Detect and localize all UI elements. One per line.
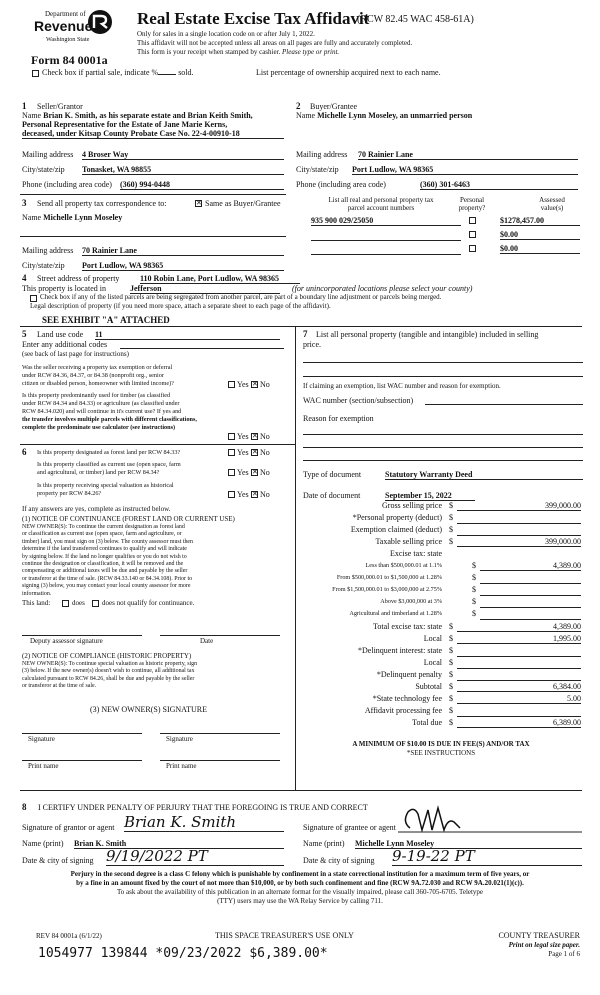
assessed-value-2[interactable]: $0.00	[500, 230, 580, 240]
property-address[interactable]: 110 Robin Lane, Port Ludlow, WA 98365	[140, 274, 300, 284]
title-ref: (RCW 82.45 WAC 458-61A)	[357, 14, 474, 25]
local-value[interactable]: 1,995.00	[457, 634, 581, 644]
notice2-line3: calculated pursuant to RCW 84.26, shall be due and payable by the seller	[22, 675, 195, 682]
treasurer-use-note: THIS SPACE TREASURER'S USE ONLY	[215, 931, 354, 940]
buyer-city-label: City/state/zip	[296, 165, 339, 174]
corr-mail-label: Mailing address	[22, 246, 74, 255]
notice1-line9: signing (3) below, you may contact your local county assessor for more	[22, 583, 191, 590]
assessed-col-header2: value(s)	[540, 204, 564, 212]
document-type[interactable]: Statutory Warranty Deed	[385, 470, 583, 480]
corr-city[interactable]: Port Ludlow, WA 98365	[82, 261, 284, 271]
buyer-city[interactable]: Port Ludlow, WA 98365	[352, 165, 578, 175]
personal-deduct-label: *Personal property (deduct)	[352, 513, 442, 522]
seller-name-label: Name	[22, 111, 42, 120]
note-3: This form is your receipt when stamped by cashier.	[137, 48, 281, 56]
q5b-no-label: No	[260, 432, 270, 441]
segregated-checkbox[interactable]	[30, 295, 37, 302]
q5b-no-checkbox[interactable]: ✕	[252, 432, 258, 440]
corr-name-label: Name	[22, 213, 42, 222]
section-7-number: 7	[303, 329, 308, 339]
q6c-line1: Is this property receiving special valuation as historical	[37, 482, 174, 489]
correspondence-label: Send all property tax correspondence to:	[37, 199, 167, 208]
notice2-line1: NEW OWNER(S): To continue special valuation as historic property, sign	[22, 661, 198, 667]
seller-mail-label: Mailing address	[22, 150, 74, 159]
tech-fee-dollar: $	[449, 694, 453, 703]
note-1: Only for sales in a single location code on or after July 1, 2022.	[137, 30, 315, 38]
total-state-label: Total excise tax: state	[373, 622, 442, 631]
land-does-label: does	[72, 599, 85, 607]
processing-fee-dollar: $	[449, 706, 453, 715]
total-due-dollar: $	[449, 718, 453, 727]
note-2: This affidavit will not be accepted unless all areas on all pages are fully and accurately completed.	[137, 39, 413, 47]
notice2-line4: or transferor at the time of sale.	[22, 683, 97, 690]
grantee-name[interactable]: Michelle Lynn Moseley	[355, 839, 582, 849]
tier4-dollar: $	[472, 597, 476, 606]
q6c-no-checkbox[interactable]: ✕	[252, 490, 258, 498]
notice1-line7: compensating or additional taxes will be due and payable by the seller	[22, 568, 188, 575]
buyer-phone[interactable]: (360) 301-6463	[420, 180, 578, 190]
county-treasurer-label: COUNTY TREASURER	[498, 931, 580, 940]
grantee-date[interactable]: 9-19-22 PT	[392, 847, 582, 866]
deputy-signature-label: Deputy assessor signature	[30, 637, 103, 645]
perjury-line1: Perjury in the second degree is a class C felony which is punishable by confinement in a state correctional institution for a maximum term of five years, or	[70, 870, 530, 878]
q6c-yes-label: Yes	[237, 490, 249, 499]
tier2-label: From $500,000.01 to $1,500,000 at 1.28%	[336, 574, 442, 581]
notice1-line6: continue the designation or classification, it will be removed and the	[22, 561, 184, 568]
seller-heading: Seller/Grantor	[37, 102, 83, 111]
partial-sale-sold: sold.	[178, 68, 194, 77]
q5b-line3: RCW 84.34.020) and will continue in it's current use? If yes and	[22, 408, 182, 415]
perjury-line2: by a fine in an amount fixed by the court of not more than $10,000, or by both such confinement and fine (RCW 9A.72.030 and RCW 9A.20.021(1)(c)).	[76, 879, 524, 887]
grantor-name[interactable]: Brian K. Smith	[74, 839, 284, 849]
q5a-no-label: No	[260, 380, 270, 389]
q5b-line2: under RCW 84.34 and 84.33) or agriculture (as classified under	[22, 400, 180, 407]
assessed-value-1[interactable]: $1278,457.00	[500, 216, 580, 226]
land-does-checkbox[interactable]	[62, 600, 69, 607]
taxable-dollar: $	[449, 537, 453, 546]
wac-number-label: WAC number (section/subsection)	[303, 396, 414, 405]
partial-sale-label: Check box if partial sale, indicate %	[42, 68, 159, 77]
q5b-line4: the transfer involves multiple parcels with different classifications,	[22, 416, 197, 423]
legal-size-note: Print on legal size paper.	[508, 941, 580, 949]
dept-line2: Revenue	[34, 18, 93, 34]
grantor-signature[interactable]: Brian K. Smith	[124, 813, 284, 832]
seller-name-line1[interactable]: Brian K. Smith, as his separate estate and Brian Keith Smith,	[43, 111, 253, 120]
personal-property-checkbox-3[interactable]	[469, 245, 476, 252]
ownership-note: List percentage of ownership acquired next to each name.	[256, 68, 441, 77]
local-label: Local	[423, 634, 442, 643]
tech-fee-value[interactable]: 5.00	[457, 694, 581, 704]
land-does-not-label: does not qualify for continuance.	[102, 599, 195, 607]
local2-label: Local	[423, 658, 442, 667]
delinquent-penalty-dollar: $	[449, 670, 453, 679]
notice2-title: (2) NOTICE OF COMPLIANCE (HISTORIC PROPERTY)	[22, 652, 192, 660]
notice1-line3: timber) land, you must sign on (3) below. The county assessor must then	[22, 538, 193, 545]
q6c-line2: property per RCW 84.26?	[37, 490, 102, 497]
cashier-receipt-stamp: 1054977 139844 *09/23/2022 $6,389.00*	[38, 946, 328, 961]
new-owner-signature-title: (3) NEW OWNER(S) SIGNATURE	[90, 705, 207, 714]
owner-signature-label-1: Signature	[28, 735, 55, 743]
delinquent-penalty-label: *Delinquent penalty	[376, 670, 442, 679]
total-due-value[interactable]: 6,389.00	[457, 718, 581, 728]
county[interactable]: Jefferson	[130, 284, 280, 294]
located-label: This property is located in	[22, 284, 106, 293]
q6b-no-label: No	[260, 468, 270, 477]
notice1-line1: NEW OWNER(S): To continue the current designation as forest land	[22, 524, 185, 530]
perjury-line3: To ask about the availability of this publication in an alternate format for the visually impaired, please call 360-705-6705. Teletype	[116, 888, 484, 896]
parcel-col-header1: List all real and personal property tax	[328, 196, 434, 204]
q5b-yes-checkbox[interactable]	[228, 433, 235, 440]
total-state-dollar: $	[449, 622, 453, 631]
q6a-yes-checkbox[interactable]	[228, 449, 235, 456]
personal-property-text-1: List all personal property (tangible and intangible) included in selling	[316, 330, 539, 339]
exhibit-note: SEE EXHIBIT "A" ATTACHED	[42, 315, 170, 325]
subtotal-value[interactable]: 6,384.00	[457, 682, 581, 692]
q5a-line1: Was the seller receiving a property tax exemption or deferral	[22, 364, 173, 371]
owner-print-name-label-1: Print name	[28, 762, 59, 770]
subtotal-dollar: $	[449, 682, 453, 691]
assessed-value-3[interactable]: $0.00	[500, 244, 580, 254]
see-back-note: (see back of last page for instructions)	[22, 350, 129, 358]
document-date-label: Date of document	[303, 491, 361, 500]
land-does-not-checkbox[interactable]	[92, 600, 99, 607]
section-1-number: 1	[22, 101, 27, 111]
parcel-col-header2: parcel account numbers	[347, 204, 415, 212]
personal-property-checkbox-1[interactable]	[469, 217, 476, 224]
q5a-line3: citizen or disabled person, homeowner with limited income)?	[22, 380, 174, 387]
q6a-yes-label: Yes	[237, 448, 249, 457]
owner-print-name-label-2: Print name	[166, 762, 197, 770]
grantor-date-label: Date & city of signing	[22, 856, 94, 865]
buyer-heading: Buyer/Grantee	[310, 102, 358, 111]
total-due-label: Total due	[412, 718, 442, 727]
seller-name-line3[interactable]: deceased, under Kitsap County Probate Case No. 22-4-00910-18	[22, 129, 284, 139]
seller-city[interactable]: Tonasket, WA 98855	[82, 165, 284, 175]
see-instructions-note: *SEE INSTRUCTIONS	[406, 749, 476, 757]
q6b-yes-label: Yes	[237, 468, 249, 477]
section-3-number: 3	[22, 198, 27, 208]
notice1-line8: or transferor at the time of sale. (RCW 84.33.140 or 84.34.108). Prior to	[22, 575, 193, 582]
subtotal-label: Subtotal	[415, 682, 442, 691]
taxable-value[interactable]: 399,000.00	[457, 537, 581, 547]
processing-fee-label: Affidavit processing fee	[364, 706, 442, 715]
personal-col-header1: Personal	[459, 196, 485, 204]
same-as-buyer-checkbox[interactable]: ✕	[196, 199, 202, 207]
exemption-deduct-label: Exemption claimed (deduct)	[350, 525, 442, 534]
section-8-number: 8	[22, 802, 27, 812]
q6b-yes-checkbox[interactable]	[228, 469, 235, 476]
buyer-mail-label: Mailing address	[296, 150, 348, 159]
tier5-dollar: $	[472, 609, 476, 618]
tech-fee-label: *State technology fee	[372, 694, 442, 703]
this-land-label: This land:	[22, 599, 51, 607]
additional-codes-label: Enter any additional codes	[22, 340, 108, 349]
dept-line3: Washington State	[46, 36, 90, 43]
corr-name[interactable]: Michelle Lynn Moseley	[43, 213, 123, 222]
document-type-label: Type of document	[303, 470, 362, 479]
notice1-line2: or classification as current use (open space, farm and agriculture, or	[22, 531, 182, 538]
seller-mail[interactable]: 4 Broser Way	[82, 150, 284, 160]
section-2-number: 2	[296, 101, 301, 111]
exemption-reason-label: Reason for exemption	[303, 414, 374, 423]
same-as-buyer-label: Same as Buyer/Grantee	[205, 199, 281, 208]
seller-city-label: City/state/zip	[22, 165, 65, 174]
gross-value[interactable]: 399,000.00	[457, 501, 581, 511]
q6c-yes-checkbox[interactable]	[228, 491, 235, 498]
total-state-value[interactable]: 4,389.00	[457, 622, 581, 632]
gross-label: Gross selling price	[382, 501, 442, 510]
tier1-label: Less than $500,000.01 at 1.1%	[365, 562, 442, 569]
deputy-date-label: Date	[200, 637, 214, 645]
buyer-name-label: Name	[296, 111, 316, 120]
section-5-number: 5	[22, 329, 27, 339]
land-use-label: Land use code	[37, 330, 84, 339]
legal-description-label: Legal description of property (if you need more space, attach a separate sheet to each page of the affidavit).	[30, 302, 331, 310]
segregated-label: Check box if any of the listed parcels are being segregated from another parcel, are part of a boundary line adjustment or parcels being merged.	[40, 293, 442, 301]
q5b-yes-label: Yes	[237, 432, 249, 441]
land-use-code[interactable]: 11	[95, 330, 280, 340]
tier4-label: Above $3,000,000 at 3%	[380, 598, 442, 605]
seller-name-line2[interactable]: Personal Representative for the Estate of Jane Marie Kerns,	[22, 120, 228, 129]
q6a-no-checkbox[interactable]: ✕	[252, 448, 258, 456]
grantee-signature-label: Signature of grantee or agent	[303, 823, 396, 832]
corr-city-label: City/state/zip	[22, 261, 65, 270]
owner-signature-label-2: Signature	[166, 735, 193, 743]
q5a-yes-label: Yes	[237, 380, 249, 389]
local2-dollar: $	[449, 658, 453, 667]
grantor-name-label: Name (print)	[22, 839, 64, 848]
partial-sale-checkbox[interactable]	[32, 70, 39, 77]
grantee-signature-icon[interactable]	[398, 804, 582, 834]
revision-note: REV 84 0001a (6/1/22)	[36, 932, 102, 940]
document-date[interactable]: September 15, 2022	[385, 491, 475, 501]
delinquent-interest-label: *Delinquent interest: state	[358, 646, 442, 655]
excise-state-label: Excise tax: state	[390, 549, 442, 558]
page-number: Page 1 of 6	[548, 950, 580, 958]
if-any-note: If any answers are yes, complete as instructed below.	[22, 505, 171, 513]
grantee-name-label: Name (print)	[303, 839, 345, 848]
seller-phone[interactable]: (360) 994-0448	[120, 180, 284, 190]
form-number: Form 84 0001a	[31, 53, 108, 67]
buyer-phone-label: Phone (including area code)	[296, 180, 386, 189]
tier5-label: Agricultural and timberland at 1.28%	[349, 610, 442, 617]
exemption-instruction: If claiming an exemption, list WAC number and reason for exemption.	[303, 382, 501, 390]
q5a-line2: under RCW 84.36, 84.37, or 84.38 (nonprofit org., senior	[22, 372, 164, 379]
notice1-line4: determine if the land transferred continues to qualify and will indicate	[22, 546, 187, 553]
tier3-dollar: $	[472, 585, 476, 594]
tier3-label: From $1,500,000.01 to $3,000,000 at 2.75%	[332, 586, 442, 593]
buyer-mail[interactable]: 70 Rainier Lane	[358, 150, 578, 160]
grantor-date[interactable]: 9/19/2022 PT	[106, 847, 284, 866]
minimum-due-note: A MINIMUM OF $10.00 IS DUE IN FEE(S) AND/OR TAX	[352, 740, 530, 748]
notice1-line10: information.	[22, 590, 52, 597]
q5a-yes-checkbox[interactable]	[228, 381, 235, 388]
note-3b: Please type or print.	[282, 48, 340, 56]
q5b-line5: complete the predominate use calculator (see instructions)	[22, 424, 176, 431]
corr-mail[interactable]: 70 Rainier Lane	[82, 246, 284, 256]
q5b-line1: Is this property predominantly used for timber (as classified	[22, 392, 171, 399]
notice1-line5: by signing below. If the land no longer qualifies or you do not wish to	[22, 553, 187, 560]
gross-dollar: $	[449, 501, 453, 510]
q6a-label: Is this property designated as forest land per RCW 84.33?	[37, 449, 181, 456]
tier1-value[interactable]: 4,389.00	[480, 561, 581, 571]
located-note: (for unincorporated locations please select your county)	[292, 284, 473, 293]
personal-col-header2: property?	[458, 204, 486, 212]
perjury-line4: (TTY) users may use the WA Relay Service by calling 711.	[217, 897, 383, 905]
q6c-no-label: No	[260, 490, 270, 499]
assessed-col-header1: Assessed	[539, 196, 565, 204]
grantee-date-label: Date & city of signing	[303, 856, 375, 865]
tier2-dollar: $	[472, 573, 476, 582]
section-4-number: 4	[22, 273, 27, 283]
personal-property-text-2: price.	[303, 340, 321, 349]
delinquent-interest-dollar: $	[449, 646, 453, 655]
grantor-signature-label: Signature of grantor or agent	[22, 823, 115, 832]
notice1-title: (1) NOTICE OF CONTINUANCE (FOREST LAND OR CURRENT USE)	[22, 515, 235, 523]
local-dollar: $	[449, 634, 453, 643]
q5a-no-checkbox[interactable]: ✕	[252, 380, 258, 388]
exemption-deduct-dollar: $	[449, 525, 453, 534]
taxable-label: Taxable selling price	[375, 537, 442, 546]
page-title: Real Estate Excise Tax Affidavit	[137, 9, 370, 28]
personal-deduct-dollar: $	[449, 513, 453, 522]
notice2-line2: (3) below. If the new owner(s) doesn't wish to continue, all additional tax	[22, 668, 195, 675]
q6b-line1: Is this property classified as current use (open space, farm	[37, 461, 181, 468]
personal-property-checkbox-2[interactable]	[469, 231, 476, 238]
section-6-number: 6	[22, 447, 27, 457]
dept-line1: Department of	[45, 10, 86, 18]
parcel-number[interactable]: 935 900 029/25050	[311, 216, 461, 226]
certify-statement: I CERTIFY UNDER PENALTY OF PERJURY THAT THE FOREGOING IS TRUE AND CORRECT	[38, 803, 368, 812]
q6b-line2: and agricultural, or timber) land per RCW 84.34?	[37, 469, 160, 476]
q6b-no-checkbox[interactable]: ✕	[252, 468, 258, 476]
q6a-no-label: No	[260, 448, 270, 457]
buyer-name[interactable]: Michelle Lynn Moseley, an unmarried person	[317, 111, 473, 120]
tier1-dollar: $	[472, 561, 476, 570]
seller-phone-label: Phone (including area code)	[22, 180, 112, 189]
property-address-label: Street address of property	[37, 274, 120, 283]
